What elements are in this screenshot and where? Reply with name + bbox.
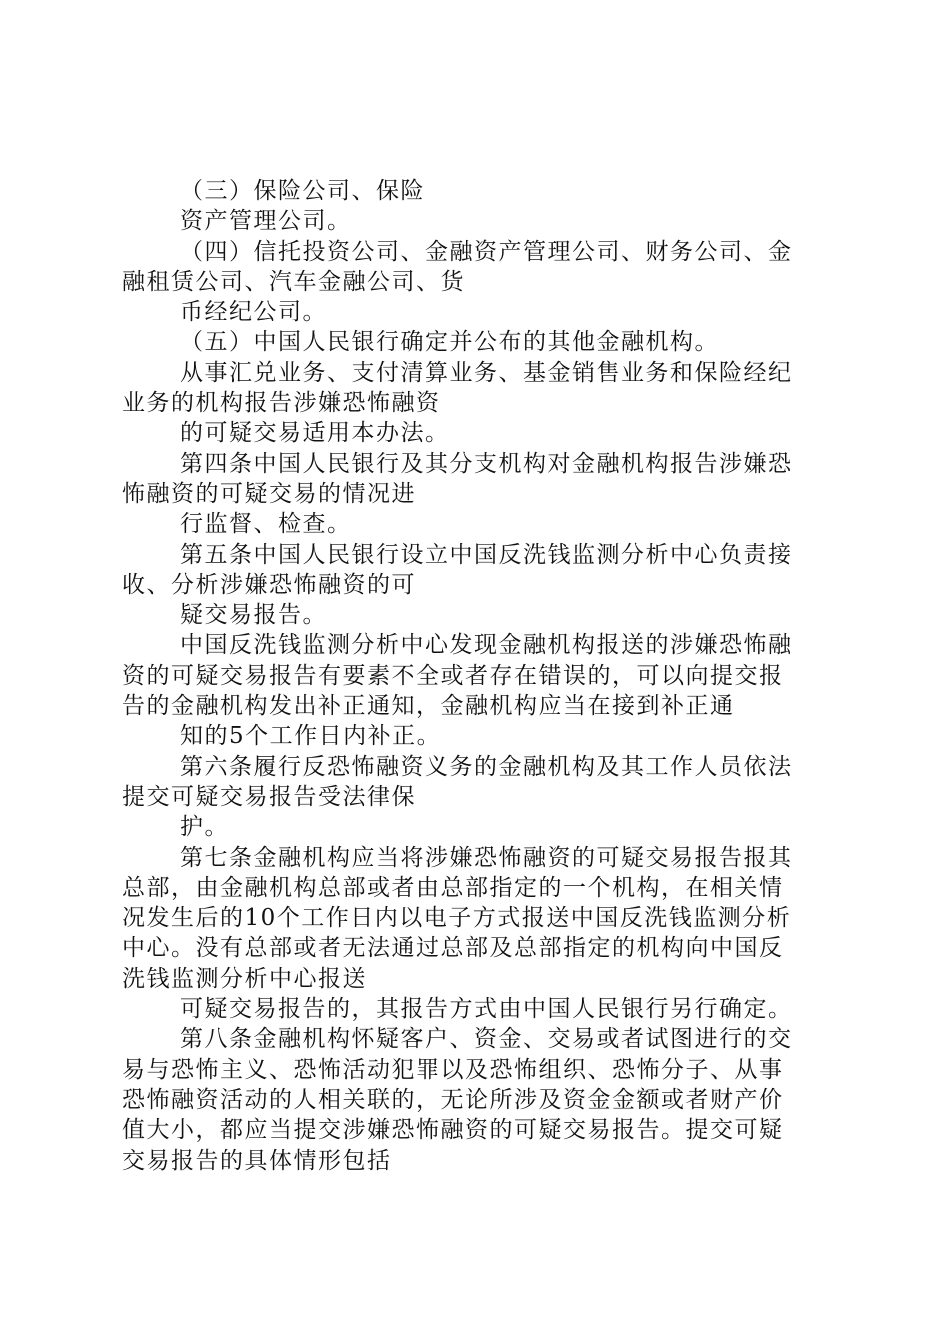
text-line: 易与恐怖主义、恐怖活动犯罪以及恐怖组织、恐怖分子、从事 (122, 1056, 784, 1083)
text-line: 疑交易报告。 (180, 602, 327, 629)
text-line: （五）中国人民银行确定并公布的其他金融机构。 (180, 329, 719, 356)
text-line: 的可疑交易适用本办法。 (180, 420, 450, 447)
text-line: 怖融资的可疑交易的情况进 (122, 480, 416, 507)
text-line: 提交可疑交易报告受法律保 (122, 783, 416, 810)
text-line: 业务的机构报告涉嫌恐怖融资 (122, 390, 441, 417)
text-line: 况发生后的10个工作日内以电子方式报送中国反洗钱监测分析 (122, 905, 792, 932)
text-line: 恐怖融资活动的人相关联的，无论所涉及资金金额或者财产价 (122, 1086, 784, 1113)
text-line: 资产管理公司。 (180, 208, 352, 235)
text-line: 护。 (180, 814, 229, 841)
text-line: 收、分析涉嫌恐怖融资的可 (122, 571, 416, 598)
text-line: 告的金融机构发出补正通知，金融机构应当在接到补正通 (122, 693, 735, 720)
text-line: 第八条金融机构怀疑客户、资金、交易或者试图进行的交 (180, 1026, 793, 1053)
text-line: 第七条金融机构应当将涉嫌恐怖融资的可疑交易报告报其 (180, 844, 793, 871)
text-line: 洗钱监测分析中心报送 (122, 965, 367, 992)
text-line: （三）保险公司、保险 (180, 178, 425, 204)
text-line: 总部，由金融机构总部或者由总部指定的一个机构，在相关情 (122, 874, 784, 901)
text-line: 资的可疑交易报告有要素不全或者存在错误的，可以向提交报 (122, 662, 784, 689)
text-line: 第五条中国人民银行设立中国反洗钱监测分析中心负责接 (180, 541, 793, 568)
text-line: （四）信托投资公司、金融资产管理公司、财务公司、金 (180, 238, 793, 265)
text-line: 从事汇兑业务、支付清算业务、基金销售业务和保险经纪 (180, 359, 793, 386)
text-line: 可疑交易报告的，其报告方式由中国人民银行另行确定。 (180, 996, 793, 1023)
text-line: 中国反洗钱监测分析中心发现金融机构报送的涉嫌恐怖融 (180, 632, 793, 659)
text-line: 币经纪公司。 (180, 299, 327, 326)
text-line: 中心。没有总部或者无法通过总部及总部指定的机构向中国反 (122, 935, 784, 962)
text-line: 行监督、检查。 (180, 511, 352, 538)
text-line: 交易报告的具体情形包括 (122, 1147, 392, 1174)
document-body (122, 176, 832, 1176)
text-line: 知的5个工作日内补正。 (180, 723, 442, 750)
text-line: 融租赁公司、汽车金融公司、货 (122, 268, 465, 295)
text-line: 第六条履行反恐怖融资义务的金融机构及其工作人员依法 (180, 753, 793, 780)
text-line: 值大小，都应当提交涉嫌恐怖融资的可疑交易报告。提交可疑 (122, 1117, 784, 1144)
text-line: 第四条中国人民银行及其分支机构对金融机构报告涉嫌恐 (180, 450, 793, 477)
